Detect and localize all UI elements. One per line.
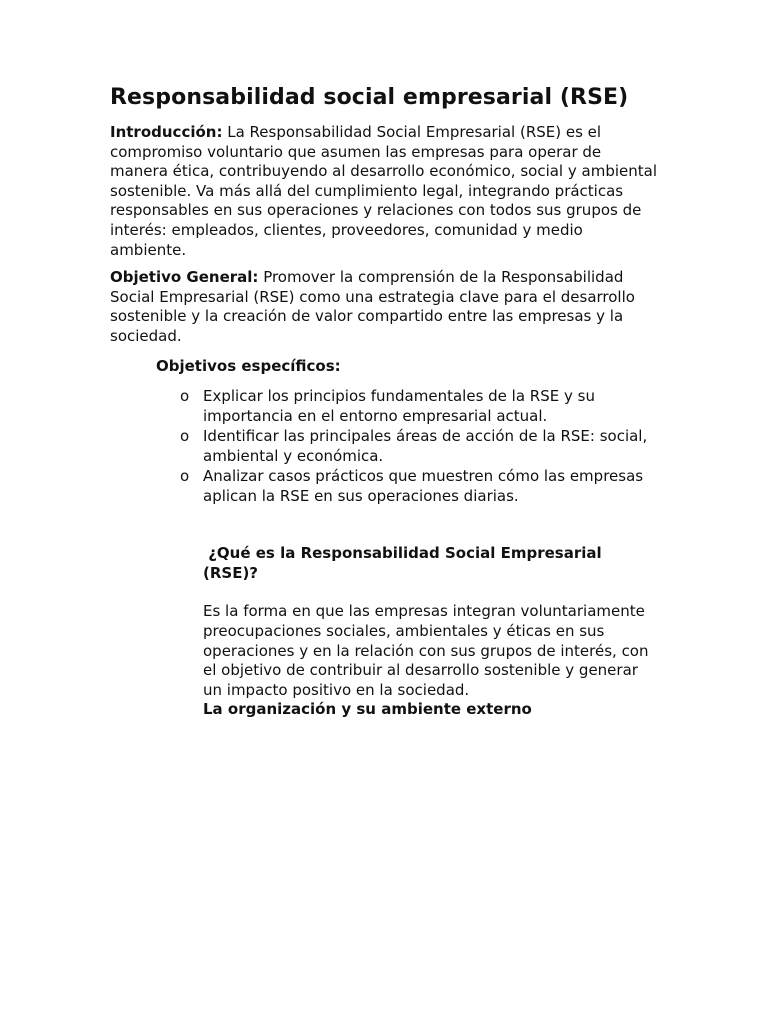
document-page: [110, 83, 662, 720]
intro-paragraph: [110, 123, 658, 260]
list-item-text: Analizar casos prácticos que muestren cómo las empresas aplican la RSE en sus operaciones diarias.: [203, 467, 644, 506]
list-item: [110, 466, 663, 506]
list-item-text: Identificar las principales áreas de acción de la RSE: social, ambiental y económica.: [203, 427, 648, 466]
intro-label: Introducción:: [110, 123, 223, 141]
what-is-rse-section: [203, 544, 653, 720]
general-objective-text: Promover la comprensión de la Responsabilidad Social Empresarial (RSE) como una estrategia clave para el desarrollo sostenible y la creación de valor compartido entre las empresas y la sociedad.: [110, 268, 635, 345]
general-objective-paragraph: [110, 268, 658, 346]
specific-objectives-list: [110, 386, 662, 506]
what-is-rse-heading: ¿Qué es la Responsabilidad Social Empresarial (RSE)?: [203, 544, 607, 582]
org-environment-heading: La organización y su ambiente externo: [203, 700, 532, 719]
document-title: Responsabilidad social empresarial (RSE): [110, 85, 629, 110]
bullet-marker: o: [180, 387, 190, 406]
list-item: [110, 386, 663, 426]
list-item: [110, 426, 663, 466]
specific-objectives-heading: Objetivos específicos:: [156, 356, 341, 375]
bullet-marker: o: [180, 427, 190, 446]
bullet-marker: o: [180, 467, 190, 486]
what-is-rse-body: Es la forma en que las empresas integran voluntariamente preocupaciones sociales, ambientales y éticas en sus operaciones y en la relación con sus grupos de interés, con el objetivo de contribuir al desarrollo sostenible y generar un impacto positivo en la sociedad.: [203, 602, 649, 699]
general-objective-label: Objetivo General:: [110, 268, 259, 287]
list-item-text: Explicar los principios fundamentales de la RSE y su importancia en el entorno empresarial actual.: [203, 387, 595, 426]
intro-text: La Responsabilidad Social Empresarial (RSE) es el compromiso voluntario que asumen las empresas para operar de manera ética, contribuyendo al desarrollo económico, social y ambiental sostenible. Va más allá del cumplimiento legal, integrando prácticas responsables en sus operaciones y relaciones con todos sus grupos de interés: empleados, clientes, proveedores, comunidad y medio ambiente.: [110, 123, 657, 259]
